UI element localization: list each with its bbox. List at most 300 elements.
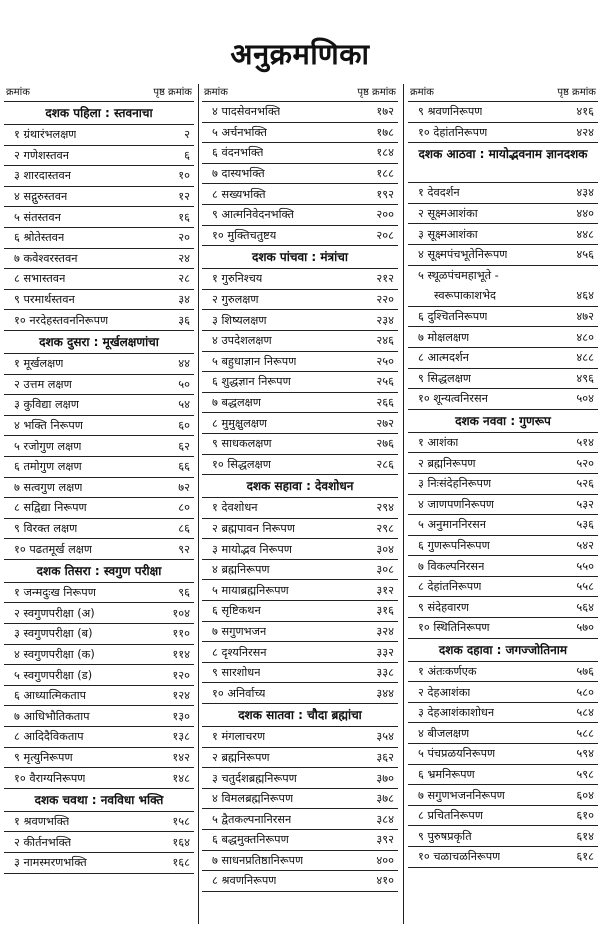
toc-entry — [4, 727, 194, 748]
entry-page-number: १७२ — [376, 105, 394, 119]
entry-title: ४ जाणपणनिरूपण — [418, 497, 495, 511]
entry-page-number: ११४ — [172, 647, 190, 661]
toc-entry — [4, 290, 194, 311]
toc-entry — [202, 123, 398, 144]
column-header-page: पृष्ठ क्रमांक — [557, 87, 596, 98]
toc-entry — [202, 642, 398, 663]
entry-page-number: ३४४ — [376, 686, 394, 700]
entry-page-number: ३४ — [178, 293, 190, 307]
entry-title: ३ मायोद्भव निरूपण — [212, 542, 292, 556]
toc-entry — [408, 389, 598, 410]
entry-page-number: ४४० — [576, 207, 594, 221]
section-heading: दशक सातवा : चौदा ब्रह्मांचा — [202, 704, 398, 727]
entry-page-number: ४२४ — [576, 125, 594, 139]
entry-title: २ सूक्ष्मआशंका — [418, 207, 478, 221]
toc-entry — [4, 748, 194, 769]
column-header-number: क्रमांक — [410, 87, 434, 98]
toc-entry — [202, 290, 398, 311]
toc-entry — [4, 249, 194, 270]
entry-page-number: १२४ — [172, 689, 190, 703]
entry-title: २ देहआशंका — [418, 685, 471, 699]
section-heading: दशक तिसरा : स्वगुण परीक्षा — [4, 560, 194, 583]
entry-page-number: ३९२ — [376, 833, 394, 847]
entry-title: २ उत्तम लक्षण — [14, 377, 72, 391]
entry-page-number: ५७६ — [576, 664, 594, 678]
column-header-page: पृष्ठ क्रमांक — [357, 87, 396, 98]
entry-title: ५ द्वैतकल्पनानिरसन — [212, 812, 292, 826]
entry-title: ७ कवेश्वरस्तवन — [14, 251, 78, 265]
toc-entry — [202, 372, 398, 393]
toc-entry — [202, 748, 398, 769]
entry-page-number: १० — [178, 169, 190, 183]
entry-title: १० वैराग्यनिरूपण — [14, 771, 86, 785]
entry-page-number: १८४ — [376, 146, 394, 160]
toc-entry — [4, 166, 194, 187]
entry-title: १० मुक्तिचतुष्टय — [212, 228, 277, 242]
column-header — [202, 85, 398, 102]
entry-title: १० अनिर्वाच्य — [212, 686, 266, 700]
toc-entry — [202, 413, 398, 434]
toc-entry — [4, 354, 194, 375]
entry-title: १ देवशोधन — [212, 501, 258, 515]
column-divider — [403, 84, 404, 924]
entry-title: ७ सगुणभजननिरूपण — [418, 788, 505, 802]
entry-page-number: ८० — [178, 501, 190, 515]
toc-entry — [202, 393, 398, 414]
entry-title: ३ स्वगुणपरीक्षा (ब) — [14, 627, 93, 641]
entry-title: ९ विरक्त लक्षण — [14, 521, 78, 535]
toc-entry — [202, 539, 398, 560]
entry-title: १ गुरुनिश्चय — [212, 272, 263, 286]
entry-title: १ देवदर्शन — [418, 186, 460, 200]
entry-title: ५ स्थूळपंचमहाभूते - — [418, 269, 499, 283]
toc-entry — [408, 245, 598, 266]
toc-entry — [4, 478, 194, 499]
entry-page-number: ३२४ — [376, 624, 394, 638]
toc-entry — [202, 310, 398, 331]
entry-page-number: २५६ — [376, 375, 394, 389]
entry-title: १० शून्यत्वनिरसन — [418, 392, 488, 406]
entry-page-number: २७६ — [376, 437, 394, 451]
entry-title: ४ सूक्ष्मपंचभूतेनिरूपण — [418, 248, 508, 262]
entry-title: २ गणेशस्तवन — [14, 148, 70, 162]
entry-page-number: ४१० — [376, 874, 394, 888]
toc-entry — [4, 207, 194, 228]
toc-entry — [408, 556, 598, 577]
entry-title: ५ पंचप्रळयनिरूपण — [418, 747, 496, 761]
entry-page-number: ४५६ — [576, 248, 594, 262]
entry-page-number: ३१२ — [376, 583, 394, 597]
section-heading: दशक आठवा : मायोद्भवनाम ज्ञानदशक — [408, 143, 598, 183]
entry-page-number: १६४ — [172, 835, 190, 849]
entry-title: ६ गुणरूपनिरूपण — [418, 538, 490, 552]
entry-title: ३ शिष्यलक्षण — [212, 313, 267, 327]
entry-page-number: ७२ — [178, 480, 190, 494]
entry-page-number: ५० — [178, 377, 190, 391]
entry-page-number: ६१४ — [576, 829, 594, 843]
toc-entry — [408, 515, 598, 536]
entry-title: ४ विमलब्रह्मनिरूपण — [212, 792, 294, 806]
entry-page-number: ५२६ — [576, 477, 594, 491]
entry-title: ४ पादसेवनभक्ति — [212, 105, 281, 119]
entry-page-number: १६ — [178, 210, 190, 224]
toc-entry — [408, 286, 598, 307]
entry-title: ५ बहुधाज्ञान निरूपण — [212, 354, 297, 368]
toc-entry — [4, 832, 194, 853]
entry-title: ८ सभास्तवन — [14, 272, 66, 286]
entry-page-number: २८६ — [376, 457, 394, 471]
toc-entry — [202, 269, 398, 290]
entry-title: ६ भ्रमनिरूपण — [418, 767, 475, 781]
toc-entry — [202, 727, 398, 748]
entry-title: ३ चतुर्दशब्रह्मनिरूपण — [212, 771, 297, 785]
toc-entry — [202, 205, 398, 226]
entry-page-number: २० — [178, 231, 190, 245]
toc-entry — [4, 125, 194, 146]
toc-entry — [408, 785, 598, 806]
entry-title: ७ साधनप्रतिष्ठानिरूपण — [212, 853, 304, 867]
entry-page-number: १२० — [172, 668, 190, 682]
toc-entry — [4, 395, 194, 416]
entry-title: ९ मृत्युनिरूपण — [14, 750, 73, 764]
entry-page-number: ५५८ — [576, 580, 594, 594]
toc-entry — [202, 580, 398, 601]
toc-entry — [408, 536, 598, 557]
entry-page-number: १०४ — [172, 606, 190, 620]
toc-column-3 — [408, 85, 598, 868]
entry-title: ७ दास्यभक्ति — [212, 167, 265, 181]
toc-entry — [408, 618, 598, 639]
entry-title: १० नरदेहस्तवननिरूपण — [14, 313, 109, 327]
entry-title: १ जन्मदुःख निरूपण — [14, 586, 96, 600]
toc-entry — [4, 187, 194, 208]
section-heading: दशक दुसरा : मूर्खलक्षणांचा — [4, 331, 194, 354]
entry-page-number: ६ — [184, 148, 190, 162]
entry-title: ६ दुश्चितनिरूपण — [418, 310, 488, 324]
entry-title: ३ निःसंदेहनिरूपण — [418, 477, 492, 491]
entry-page-number: ४६४ — [576, 289, 594, 303]
entry-title: ८ मुमुक्षुलक्षण — [212, 416, 268, 430]
entry-title: ८ सद्विद्या निरूपण — [14, 501, 87, 515]
entry-title: ६ शुद्धज्ञान निरूपण — [212, 375, 291, 389]
toc-entry — [408, 453, 598, 474]
toc-entry — [408, 744, 598, 765]
toc-entry — [202, 622, 398, 643]
entry-title: १० सिद्धलक्षण — [212, 457, 271, 471]
toc-entry — [4, 416, 194, 437]
entry-page-number: १६८ — [172, 856, 190, 870]
entry-title: ७ आधिभौतिकताप — [14, 709, 90, 723]
entry-title: ७ विकल्पनिरसन — [418, 559, 485, 573]
toc-entry — [408, 474, 598, 495]
entry-title: ६ आध्यात्मिकताप — [14, 689, 87, 703]
entry-title: ६ सृष्टिकथन — [212, 604, 261, 618]
toc-entry — [408, 327, 598, 348]
toc-entry — [202, 768, 398, 789]
toc-entry — [408, 662, 598, 683]
entry-page-number: १५८ — [172, 815, 190, 829]
toc-entry — [4, 146, 194, 167]
toc-entry — [4, 457, 194, 478]
entry-title: ४ स्वगुणपरीक्षा (क) — [14, 647, 95, 661]
entry-page-number: १३० — [172, 709, 190, 723]
entry-page-number: ४४८ — [576, 227, 594, 241]
entry-page-number: ६१८ — [576, 850, 594, 864]
section-heading: दशक दहावा : जगज्जोतिनाम — [408, 639, 598, 662]
toc-entry — [202, 560, 398, 581]
entry-page-number: १४८ — [172, 771, 190, 785]
entry-title: ९ सिद्धलक्षण — [418, 371, 471, 385]
entry-page-number: ३०८ — [376, 563, 394, 577]
section-heading: दशक नववा : गुणरूप — [408, 410, 598, 433]
entry-page-number: ५९८ — [576, 767, 594, 781]
entry-title: १ श्रवणभक्ति — [14, 815, 70, 829]
entry-page-number: ६०४ — [576, 788, 594, 802]
entry-title: १० चळाचळनिरूपण — [418, 850, 501, 864]
entry-page-number: २०० — [376, 208, 394, 222]
entry-page-number: १२ — [178, 190, 190, 204]
toc-entry — [202, 102, 398, 123]
entry-page-number: १९२ — [376, 187, 394, 201]
entry-page-number: ५८८ — [576, 726, 594, 740]
toc-entry — [4, 624, 194, 645]
toc-entry — [408, 204, 598, 225]
entry-page-number: ४४ — [178, 357, 190, 371]
toc-entry — [4, 603, 194, 624]
entry-page-number: ५७० — [576, 621, 594, 635]
toc-entry — [4, 686, 194, 707]
entry-title: ४ उपदेशलक्षण — [212, 334, 272, 348]
toc-entry — [202, 184, 398, 205]
entry-title: ९ संदेहवारण — [418, 600, 470, 614]
entry-page-number: ४८० — [576, 330, 594, 344]
entry-title: ६ वंदनभक्ति — [212, 146, 264, 160]
toc-entry — [202, 789, 398, 810]
entry-page-number: ६१० — [576, 809, 594, 823]
entry-title: ५ रजोगुण लक्षण — [14, 439, 82, 453]
toc-entry — [408, 597, 598, 618]
section-heading: दशक पहिला : स्तवनाचा — [4, 102, 194, 125]
column-header-page: पृष्ठ क्रमांक — [153, 87, 192, 98]
toc-entry — [408, 765, 598, 786]
entry-page-number: २९८ — [376, 521, 394, 535]
entry-page-number: ५६४ — [576, 600, 594, 614]
entry-title: ४ ब्रह्मनिरूपण — [212, 563, 270, 577]
toc-entry — [202, 519, 398, 540]
entry-page-number: ६६ — [178, 460, 190, 474]
entry-title: १ आशंका — [418, 436, 459, 450]
entry-page-number: २२० — [376, 293, 394, 307]
entry-title: ७ सगुणभजन — [212, 624, 267, 638]
toc-entry — [408, 495, 598, 516]
entry-page-number: ८६ — [178, 521, 190, 535]
toc-entry — [408, 183, 598, 204]
entry-title: ८ दृश्यनिरसन — [212, 645, 267, 659]
toc-entry — [202, 434, 398, 455]
entry-title: ९ सारशोधन — [212, 666, 261, 680]
entry-title: ३ शारदास्तवन — [14, 169, 72, 183]
toc-entry — [408, 826, 598, 847]
toc-entry — [408, 703, 598, 724]
entry-page-number: ४३४ — [576, 186, 594, 200]
entry-page-number: ३८४ — [376, 812, 394, 826]
entry-page-number: २४६ — [376, 334, 394, 348]
entry-page-number: ५४२ — [576, 538, 594, 552]
entry-page-number: २ — [184, 128, 190, 142]
entry-page-number: २९४ — [376, 501, 394, 515]
entry-page-number: २०८ — [376, 228, 394, 242]
toc-entry — [4, 645, 194, 666]
entry-page-number: ४८८ — [576, 351, 594, 365]
entry-title: ९ श्रवणनिरूपण — [418, 105, 483, 119]
toc-entry — [4, 853, 194, 874]
entry-title: ८ सख्यभक्ति — [212, 187, 266, 201]
entry-title: १ मूर्खलक्षण — [14, 357, 64, 371]
toc-entry — [408, 266, 598, 287]
entry-page-number: २७२ — [376, 416, 394, 430]
entry-title: ३ देहआशंकाशोधन — [418, 706, 495, 720]
entry-title: ९ आत्मनिवेदनभक्ति — [212, 208, 295, 222]
toc-entry — [408, 224, 598, 245]
entry-title: ६ बद्धमुक्तनिरूपण — [212, 833, 289, 847]
entry-title: १ मंगलाचरण — [212, 730, 266, 744]
entry-page-number: १४२ — [172, 750, 190, 764]
toc-entry — [202, 352, 398, 373]
entry-title: ५ संतस्तवन — [14, 210, 61, 224]
entry-title: २ ब्रह्मपावन निरूपण — [212, 521, 296, 535]
entry-title: ४ भक्ति निरूपण — [14, 419, 83, 433]
toc-entry — [202, 498, 398, 519]
entry-title: ३ नामस्मरणभक्ति — [14, 856, 87, 870]
entry-title: १ अंतःकर्णएक — [418, 664, 477, 678]
toc-entry — [4, 539, 194, 560]
entry-page-number: ५३६ — [576, 518, 594, 532]
entry-page-number: २८ — [178, 272, 190, 286]
toc-entry — [408, 433, 598, 454]
toc-entry — [4, 375, 194, 396]
section-heading: दशक सहावा : देवशोधन — [202, 475, 398, 498]
entry-page-number: ५८० — [576, 685, 594, 699]
entry-page-number: २६६ — [376, 396, 394, 410]
entry-page-number: १७८ — [376, 125, 394, 139]
toc-entry — [202, 226, 398, 247]
entry-title: १ ग्रंथारंभलक्षण — [14, 128, 77, 142]
entry-title: २ कीर्तनभक्ति — [14, 835, 72, 849]
toc-entry — [408, 847, 598, 868]
column-header — [4, 85, 194, 102]
toc-entry — [202, 809, 398, 830]
toc-entry — [408, 682, 598, 703]
toc-entry — [4, 768, 194, 789]
toc-entry — [4, 228, 194, 249]
entry-page-number: २३४ — [376, 313, 394, 327]
entry-page-number: ३७८ — [376, 792, 394, 806]
entry-title: ४ सद्गुरुस्तवन — [14, 190, 68, 204]
toc-entry — [408, 307, 598, 328]
entry-page-number: ४०० — [376, 853, 394, 867]
entry-page-number: ३७० — [376, 771, 394, 785]
entry-title: ९ पुरुषप्रकृति — [418, 829, 472, 843]
toc-entry — [4, 812, 194, 833]
column-header — [408, 85, 598, 102]
entry-page-number: ४१६ — [576, 105, 594, 119]
toc-entry — [4, 269, 194, 290]
entry-page-number: ३३८ — [376, 666, 394, 680]
entry-title: ९ साधकलक्षण — [212, 437, 272, 451]
column-header-number: क्रमांक — [204, 87, 228, 98]
entry-title: ८ प्रचितनिरूपण — [418, 809, 483, 823]
entry-title: १० स्थितिनिरूपण — [418, 621, 490, 635]
entry-page-number: ६२ — [178, 439, 190, 453]
entry-page-number: ५४ — [178, 398, 190, 412]
section-heading: दशक चवथा : नवविधा भक्ति — [4, 789, 194, 812]
entry-page-number: ३६ — [178, 313, 190, 327]
toc-entry — [408, 369, 598, 390]
entry-page-number: ५९४ — [576, 747, 594, 761]
entry-page-number: ११० — [172, 627, 190, 641]
entry-page-number: ५२० — [576, 456, 594, 470]
toc-entry — [408, 123, 598, 144]
entry-page-number: ६० — [178, 419, 190, 433]
entry-page-number: ४७२ — [576, 310, 594, 324]
entry-title: ६ श्रोतेस्तवन — [14, 231, 65, 245]
entry-page-number: २५० — [376, 354, 394, 368]
entry-page-number: ३५४ — [376, 730, 394, 744]
entry-title: ३ सूक्ष्मआशंका — [418, 227, 478, 241]
entry-page-number: १८८ — [376, 167, 394, 181]
entry-title: १० पढतमूर्ख लक्षण — [14, 542, 93, 556]
entry-page-number: ३१६ — [376, 604, 394, 618]
entry-title: ६ तमोगुण लक्षण — [14, 460, 82, 474]
toc-entry — [408, 577, 598, 598]
entry-title: ७ सत्वगुण लक्षण — [14, 480, 83, 494]
entry-page-number: ३०४ — [376, 542, 394, 556]
entry-title: २ स्वगुणपरीक्षा (अ) — [14, 606, 95, 620]
toc-entry — [202, 164, 398, 185]
toc-entry — [4, 665, 194, 686]
entry-title: ७ बद्धलक्षण — [212, 396, 261, 410]
entry-title: १० देहांतनिरूपण — [418, 125, 488, 139]
entry-page-number: ५५० — [576, 559, 594, 573]
entry-title: ५ अर्चनभक्ति — [212, 125, 267, 139]
toc-entry — [4, 498, 194, 519]
entry-title: ९ परमार्थस्तवन — [14, 293, 75, 307]
entry-title: ४ बीजलक्षण — [418, 726, 470, 740]
entry-title: स्वरूपाकाशभेद — [434, 289, 497, 303]
toc-column-1 — [4, 85, 194, 874]
section-heading: दशक पांचवा : मंत्रांचा — [202, 246, 398, 269]
entry-page-number: ५१४ — [576, 436, 594, 450]
toc-entry — [202, 830, 398, 851]
entry-page-number: २४ — [178, 251, 190, 265]
entry-title: ७ मोक्षलक्षण — [418, 330, 470, 344]
toc-entry — [408, 723, 598, 744]
entry-title: २ ब्रह्मनिरूपण — [212, 750, 270, 764]
entry-page-number: ५०४ — [576, 392, 594, 406]
toc-entry — [408, 348, 598, 369]
entry-title: ८ आत्मदर्शन — [418, 351, 469, 365]
column-header-number: क्रमांक — [6, 87, 30, 98]
toc-entry — [202, 601, 398, 622]
toc-entry — [202, 143, 398, 164]
entry-title: २ गुरुलक्षण — [212, 293, 259, 307]
toc-entry — [408, 806, 598, 827]
entry-page-number: ९६ — [178, 586, 190, 600]
toc-entry — [4, 519, 194, 540]
entry-title: ५ स्वगुणपरीक्षा (ड) — [14, 668, 93, 682]
entry-page-number: ५३२ — [576, 497, 594, 511]
entry-title: ८ आदिदैविकताप — [14, 730, 84, 744]
